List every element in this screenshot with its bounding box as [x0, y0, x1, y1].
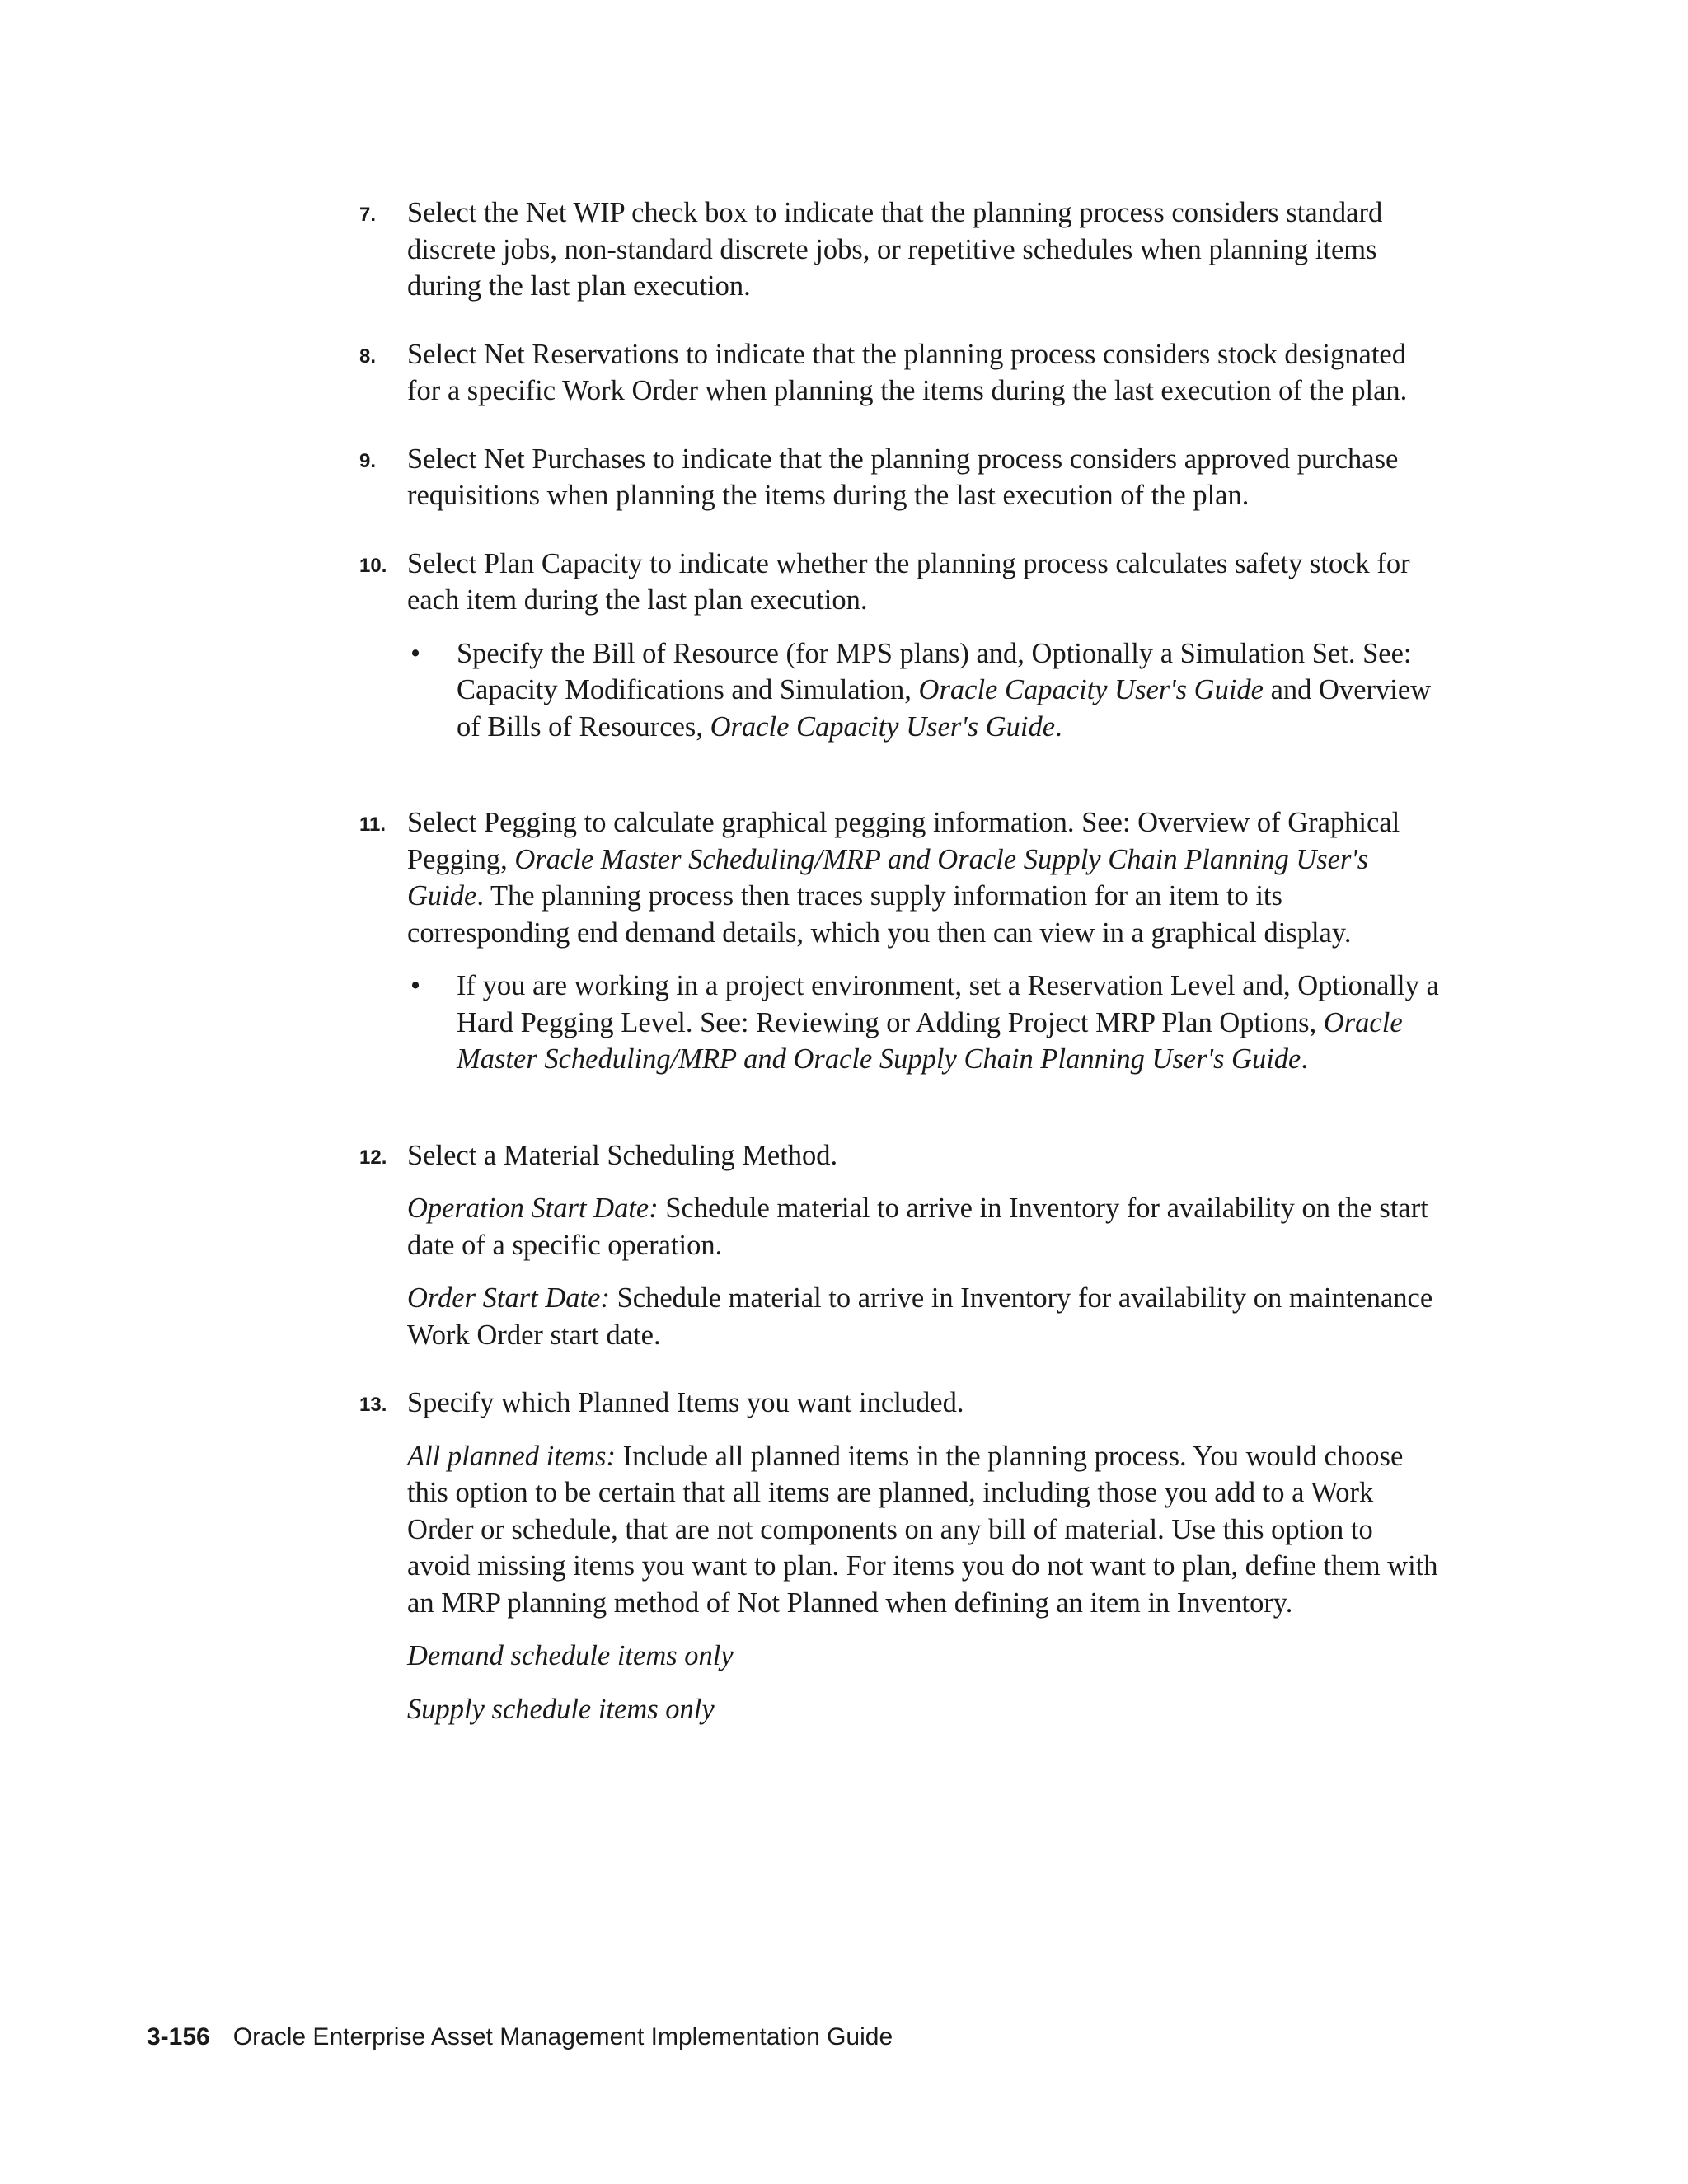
step-number: 8.: [359, 344, 377, 368]
step-number: 7.: [359, 204, 377, 226]
step-text: Select the Net WIP check box to indicate that the planning process considers standard discrete jobs, non-standard discrete jobs, or repetitive schedules when planning items during the last plan execution.: [407, 197, 1383, 302]
bullet-item: [407, 635, 1442, 746]
book-title: Oracle Enterprise Asset Management Implementation Guide: [232, 2023, 893, 2050]
book-title-reference: Oracle Capacity User's Guide: [710, 710, 1056, 743]
step-text: Specify which Planned Items you want included.: [407, 1387, 964, 1418]
option-label: Operation Start Date:: [407, 1193, 659, 1224]
option-demand-schedule-items: Demand schedule items only: [407, 1640, 734, 1671]
bullet-text: and Overview of Bills of Resources,: [457, 674, 1432, 743]
step-number: 13.: [359, 1394, 387, 1416]
bullet-text: If you are working in a project environment, set a Reservation Level and, Optionally a Hard Pegging Level. See: Reviewing or Adding Project MRP Plan Options,: [457, 970, 1439, 1038]
step-13: [354, 1385, 1442, 1727]
bullet-marker: •: [410, 637, 421, 669]
bullet-text: Specify the Bill of Resource (for MPS plans) and, Optionally a Simulation Set. See: Capacity Modifications and Simulation,: [457, 637, 1412, 705]
bullet-marker: •: [410, 970, 421, 1001]
step-8: [354, 336, 1442, 410]
option-description: Schedule material to arrive in Inventory for availability on maintenance Work Order start date.: [407, 1282, 1433, 1351]
book-title-reference: Oracle Master Scheduling/MRP and Oracle Supply Chain Planning User's Guide: [457, 1006, 1403, 1075]
step-text: Select a Material Scheduling Method.: [407, 1139, 838, 1171]
option-order-start-date: [407, 1280, 1442, 1353]
bullet-item: [407, 968, 1442, 1078]
page-footer: [147, 2021, 893, 2054]
page-number: 3-156: [147, 2023, 210, 2050]
step-text: Select Net Reservations to indicate that the planning process considers stock designated for a specific Work Order when planning the items during the last execution of the plan.: [407, 338, 1408, 406]
step-text-part: Select Pegging to calculate graphical pegging information. See: Overview of Graphical Pegging,: [407, 807, 1400, 875]
step-11: [354, 804, 1442, 1078]
step-number: 11.: [359, 813, 387, 836]
step-10: [354, 546, 1442, 746]
step-12: [354, 1137, 1442, 1354]
step-number: 10.: [359, 554, 387, 577]
step-number: 12.: [359, 1146, 387, 1169]
bullet-list: [407, 968, 1442, 1078]
step-text-part: . The planning process then traces supply information for an item to its corresponding end demand details, which you then can view in a graphical display.: [407, 880, 1352, 949]
step-text: Select Net Purchases to indicate that the planning process considers approved purchase requisitions when planning the items during the last execution of the plan.: [407, 443, 1399, 511]
step-9: [354, 441, 1442, 514]
option-label: All planned items:: [407, 1440, 616, 1472]
option-label: Order Start Date:: [407, 1282, 610, 1314]
book-title-reference: Oracle Capacity User's Guide: [918, 674, 1264, 705]
step-7: [354, 194, 1442, 305]
option-all-planned-items: [407, 1438, 1442, 1622]
bullet-text: .: [1301, 1043, 1308, 1075]
option-supply-schedule-items: Supply schedule items only: [407, 1693, 715, 1725]
bullet-text: .: [1055, 710, 1062, 743]
page-body: [354, 194, 1442, 1759]
option-description: Schedule material to arrive in Inventory for availability on the start date of a specific operation.: [407, 1193, 1428, 1261]
option-description: Include all planned items in the planning process. You would choose this option to be certain that all items are planned, including those you add to a Work Order or schedule, that are not components on any bill of material. Use this option to avoid missing items you want to plan. For items you do not want to plan, define them with an MRP planning method of Not Planned when defining an item in Inventory.: [407, 1440, 1438, 1619]
option-operation-start-date: [407, 1190, 1442, 1263]
step-text: Select Plan Capacity to indicate whether the planning process calculates safety stock for each item during the last plan execution.: [407, 547, 1410, 616]
step-text: [407, 804, 1442, 951]
bullet-list: [407, 635, 1442, 746]
step-number: 9.: [359, 449, 377, 472]
book-title-reference: Oracle Master Scheduling/MRP and Oracle Supply Chain Planning User's Guide: [407, 843, 1369, 912]
